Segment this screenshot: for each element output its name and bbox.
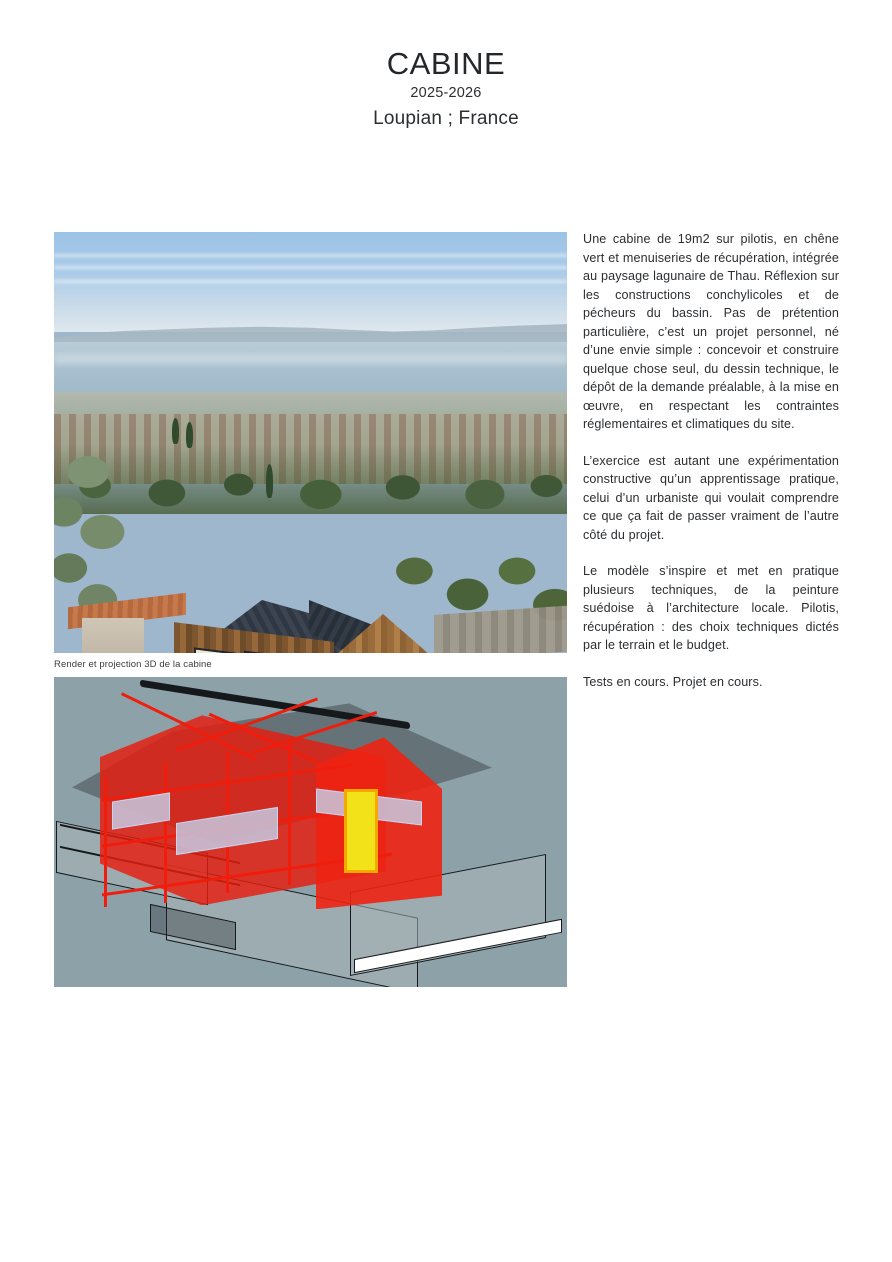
page-header [0,48,892,130]
project-years: 2025-2026 [410,84,482,101]
model-post [164,763,167,903]
paragraph-exercise: L’exercice est autant une expérimentation constructive qu’un apprentissage pratique, celui d’un urbaniste qui voulait comprendre ce que ça fait de passer vraiment de l’autre côté du projet. [583,453,839,542]
cloud-band [54,266,567,269]
cypress-tree [172,418,179,444]
project-description [583,230,839,691]
cloud-band [54,280,567,283]
neighbour-wall [82,618,144,653]
cypress-tree [266,464,273,498]
render-photo [54,232,567,653]
page-title: CABINE [386,46,506,81]
figure-column [54,232,567,987]
model-figure [54,677,567,987]
cypress-tree [186,422,193,448]
paragraph-concept: Une cabine de 19m2 sur pilotis, en chêne vert et menuiseries de récupération, intégrée au paysage lagunaire de Thau. Réflexion sur les constructions conchylicoles et de pécheurs du bassin. Pas de prétention particulière, c’est un projet personnel, né d’une envie simple : concevoir et construire quelque chose seul, du dessin technique, le dépôt de la demande préalable, à la mise en œuvre, en respectant les contraintes réglementaires et climatiques du site. [583,232,839,431]
water-reflection [54,354,567,364]
model-post [288,739,291,885]
project-location: Loupian ; France [373,108,519,130]
paragraph-techniques: Le modèle s’inspire et met en pratique plusieurs techniques, de la peinture suédoise à l’architecture locale. Pilotis, récupération : des choix techniques dictés par le terrain et le budget. [583,564,839,652]
figure-caption: Render et projection 3D de la cabine [54,659,212,670]
cloud-band [54,254,567,257]
model-entry-door [344,789,378,873]
paragraph-status: Tests en cours. Projet en cours. [583,674,763,689]
